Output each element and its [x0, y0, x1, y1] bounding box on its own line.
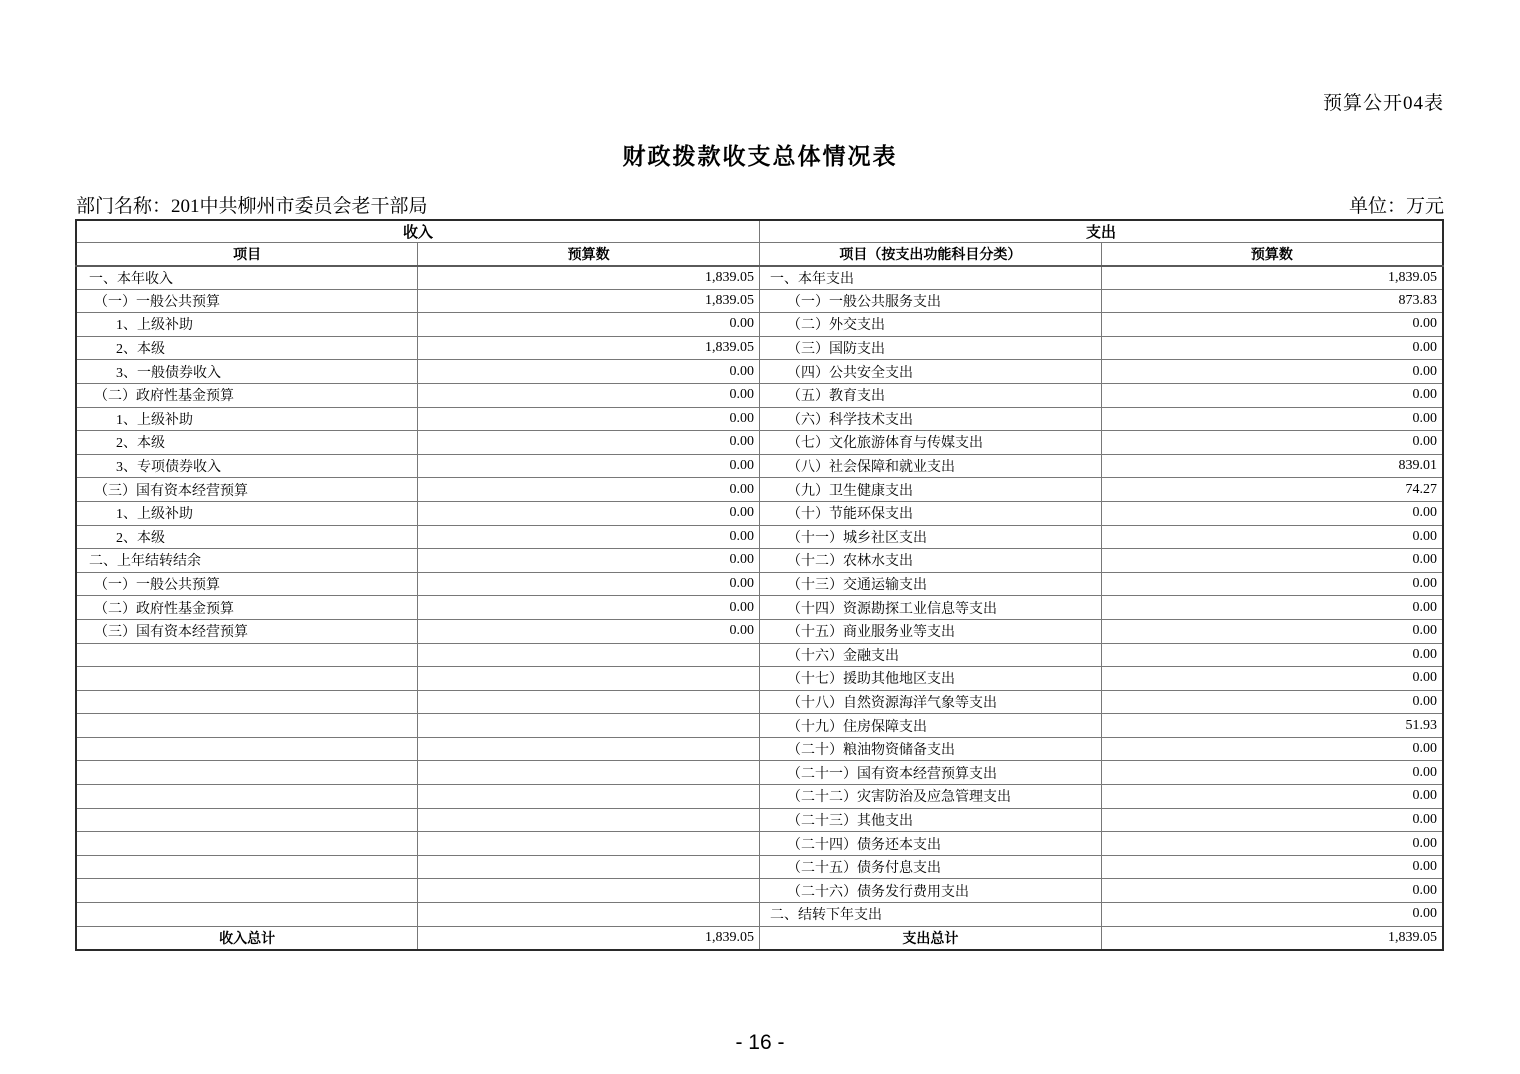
- income-item-cell: 1、上级补助: [76, 501, 418, 525]
- expense-budget-cell: 0.00: [1101, 407, 1443, 431]
- expense-item-cell: （十一）城乡社区支出: [760, 525, 1102, 549]
- expense-item-cell: （八）社会保障和就业支出: [760, 454, 1102, 478]
- income-item-cell: [76, 761, 418, 785]
- expense-item-cell: （十）节能环保支出: [760, 501, 1102, 525]
- expense-item-cell: （四）公共安全支出: [760, 360, 1102, 384]
- income-budget-cell: 0.00: [418, 501, 760, 525]
- income-budget-cell: [418, 855, 760, 879]
- expense-item-cell: （七）文化旅游体育与传媒支出: [760, 431, 1102, 455]
- budget-table-body: [76, 266, 1443, 927]
- section-header-row: [76, 220, 1443, 243]
- expense-budget-cell: 0.00: [1101, 832, 1443, 856]
- budget-row: [76, 431, 1443, 455]
- budget-row: [76, 525, 1443, 549]
- expense-budget-cell: 0.00: [1101, 737, 1443, 761]
- income-budget-cell: 0.00: [418, 383, 760, 407]
- income-budget-cell: 0.00: [418, 525, 760, 549]
- expense-total-label: 支出总计: [760, 926, 1102, 950]
- expense-item-cell: （五）教育支出: [760, 383, 1102, 407]
- budget-row: [76, 266, 1443, 290]
- income-item-cell: 2、本级: [76, 431, 418, 455]
- income-budget-cell: [418, 903, 760, 927]
- budget-row: [76, 737, 1443, 761]
- expense-item-cell: （九）卫生健康支出: [760, 478, 1102, 502]
- income-item-cell: 2、本级: [76, 525, 418, 549]
- expense-item-cell: （十六）金融支出: [760, 643, 1102, 667]
- budget-row: [76, 879, 1443, 903]
- income-item-cell: 3、专项债券收入: [76, 454, 418, 478]
- income-item-cell: （三）国有资本经营预算: [76, 478, 418, 502]
- expense-budget-cell: 51.93: [1101, 714, 1443, 738]
- expense-item-cell: （二十三）其他支出: [760, 808, 1102, 832]
- expense-budget-cell: 0.00: [1101, 808, 1443, 832]
- budget-row: [76, 714, 1443, 738]
- income-item-cell: 3、一般债券收入: [76, 360, 418, 384]
- expense-item-cell: （三）国防支出: [760, 336, 1102, 360]
- income-budget-cell: 1,839.05: [418, 266, 760, 290]
- income-budget-cell: [418, 785, 760, 809]
- income-budget-cell: 0.00: [418, 313, 760, 337]
- income-budget-cell: [418, 879, 760, 903]
- budget-table-footer: [76, 926, 1443, 950]
- income-budget-cell: 0.00: [418, 549, 760, 573]
- expense-item-cell: （二十二）灾害防治及应急管理支出: [760, 785, 1102, 809]
- expense-budget-cell: 0.00: [1101, 903, 1443, 927]
- income-budget-column-header: 预算数: [418, 243, 760, 266]
- expense-budget-cell: 873.83: [1101, 289, 1443, 313]
- expense-item-cell: （十八）自然资源海洋气象等支出: [760, 690, 1102, 714]
- income-section-header: 收入: [76, 220, 760, 243]
- expense-budget-cell: 0.00: [1101, 383, 1443, 407]
- income-budget-cell: [418, 737, 760, 761]
- budget-row: [76, 785, 1443, 809]
- income-item-cell: [76, 808, 418, 832]
- expense-budget-cell: 0.00: [1101, 855, 1443, 879]
- expense-budget-cell: 839.01: [1101, 454, 1443, 478]
- expense-budget-cell: 0.00: [1101, 549, 1443, 573]
- meta-row: [76, 191, 1444, 218]
- column-header-row: [76, 243, 1443, 266]
- department-name: 部门名称：201中共柳州市委员会老干部局: [76, 196, 428, 217]
- expense-item-cell: 二、结转下年支出: [760, 903, 1102, 927]
- income-budget-cell: 0.00: [418, 407, 760, 431]
- income-item-cell: [76, 855, 418, 879]
- expense-budget-cell: 0.00: [1101, 336, 1443, 360]
- page-number: - 16 -: [735, 1031, 785, 1054]
- income-budget-cell: [418, 761, 760, 785]
- budget-row: [76, 690, 1443, 714]
- income-item-cell: 1、上级补助: [76, 407, 418, 431]
- income-item-cell: （一）一般公共预算: [76, 289, 418, 313]
- expense-item-column-header: 项目（按支出功能科目分类）: [760, 243, 1102, 266]
- budget-table: [75, 219, 1444, 951]
- budget-row: [76, 501, 1443, 525]
- income-budget-cell: 0.00: [418, 572, 760, 596]
- income-item-cell: （二）政府性基金预算: [76, 383, 418, 407]
- income-item-cell: 一、本年收入: [76, 266, 418, 290]
- income-item-cell: 2、本级: [76, 336, 418, 360]
- expense-total-value: 1,839.05: [1101, 926, 1443, 950]
- expense-budget-cell: 0.00: [1101, 525, 1443, 549]
- totals-row: [76, 926, 1443, 950]
- expense-item-cell: （二十一）国有资本经营预算支出: [760, 761, 1102, 785]
- expense-item-cell: （十三）交通运输支出: [760, 572, 1102, 596]
- budget-row: [76, 360, 1443, 384]
- budget-table-header: [76, 220, 1443, 266]
- income-budget-cell: [418, 714, 760, 738]
- budget-row: [76, 478, 1443, 502]
- income-budget-cell: [418, 690, 760, 714]
- expense-budget-cell: 0.00: [1101, 619, 1443, 643]
- expense-budget-cell: 0.00: [1101, 879, 1443, 903]
- income-item-cell: [76, 690, 418, 714]
- income-budget-cell: [418, 667, 760, 691]
- expense-item-cell: （十五）商业服务业等支出: [760, 619, 1102, 643]
- income-budget-cell: 0.00: [418, 360, 760, 384]
- income-budget-cell: 0.00: [418, 596, 760, 620]
- budget-row: [76, 619, 1443, 643]
- expense-section-header: 支出: [760, 220, 1444, 243]
- expense-budget-cell: 1,839.05: [1101, 266, 1443, 290]
- expense-budget-cell: 0.00: [1101, 785, 1443, 809]
- income-budget-cell: [418, 808, 760, 832]
- budget-row: [76, 572, 1443, 596]
- income-total-label: 收入总计: [76, 926, 418, 950]
- income-item-cell: （二）政府性基金预算: [76, 596, 418, 620]
- expense-item-cell: （十二）农林水支出: [760, 549, 1102, 573]
- budget-row: [76, 667, 1443, 691]
- expense-budget-cell: 0.00: [1101, 761, 1443, 785]
- expense-item-cell: （六）科学技术支出: [760, 407, 1102, 431]
- budget-row: [76, 596, 1443, 620]
- income-item-cell: （一）一般公共预算: [76, 572, 418, 596]
- unit-label: 单位：万元: [1348, 196, 1444, 217]
- income-budget-cell: 1,839.05: [418, 336, 760, 360]
- expense-item-cell: （十九）住房保障支出: [760, 714, 1102, 738]
- income-budget-cell: 0.00: [418, 454, 760, 478]
- income-budget-cell: 0.00: [418, 619, 760, 643]
- income-item-cell: [76, 903, 418, 927]
- budget-row: [76, 383, 1443, 407]
- expense-item-cell: （二十四）债务还本支出: [760, 832, 1102, 856]
- income-item-cell: 二、上年结转结余: [76, 549, 418, 573]
- income-budget-cell: [418, 643, 760, 667]
- income-total-value: 1,839.05: [418, 926, 760, 950]
- expense-budget-cell: 0.00: [1101, 501, 1443, 525]
- budget-row: [76, 407, 1443, 431]
- budget-row: [76, 454, 1443, 478]
- budget-row: [76, 313, 1443, 337]
- income-item-cell: [76, 643, 418, 667]
- budget-row: [76, 289, 1443, 313]
- expense-item-cell: （十四）资源勘探工业信息等支出: [760, 596, 1102, 620]
- expense-budget-cell: 0.00: [1101, 690, 1443, 714]
- expense-item-cell: （二十）粮油物资储备支出: [760, 737, 1102, 761]
- page-title: 财政拨款收支总体情况表: [622, 144, 898, 169]
- income-budget-cell: 1,839.05: [418, 289, 760, 313]
- income-item-cell: （三）国有资本经营预算: [76, 619, 418, 643]
- budget-row: [76, 808, 1443, 832]
- expense-budget-cell: 0.00: [1101, 313, 1443, 337]
- expense-budget-cell: 0.00: [1101, 667, 1443, 691]
- income-budget-cell: 0.00: [418, 431, 760, 455]
- budget-row: [76, 549, 1443, 573]
- expense-budget-cell: 0.00: [1101, 360, 1443, 384]
- form-tag: 预算公开04表: [1322, 93, 1444, 114]
- income-budget-cell: 0.00: [418, 478, 760, 502]
- expense-budget-cell: 0.00: [1101, 431, 1443, 455]
- income-item-cell: 1、上级补助: [76, 313, 418, 337]
- budget-row: [76, 761, 1443, 785]
- budget-row: [76, 832, 1443, 856]
- expense-budget-cell: 0.00: [1101, 643, 1443, 667]
- income-item-cell: [76, 667, 418, 691]
- expense-item-cell: （二十六）债务发行费用支出: [760, 879, 1102, 903]
- expense-budget-cell: 0.00: [1101, 572, 1443, 596]
- budget-row: [76, 855, 1443, 879]
- income-item-cell: [76, 879, 418, 903]
- expense-item-cell: （一）一般公共服务支出: [760, 289, 1102, 313]
- budget-row: [76, 643, 1443, 667]
- expense-item-cell: （二）外交支出: [760, 313, 1102, 337]
- income-item-cell: [76, 785, 418, 809]
- budget-row: [76, 903, 1443, 927]
- expense-item-cell: （二十五）债务付息支出: [760, 855, 1102, 879]
- income-item-cell: [76, 714, 418, 738]
- income-item-cell: [76, 737, 418, 761]
- income-budget-cell: [418, 832, 760, 856]
- expense-budget-cell: 74.27: [1101, 478, 1443, 502]
- income-item-column-header: 项目: [76, 243, 418, 266]
- budget-row: [76, 336, 1443, 360]
- income-item-cell: [76, 832, 418, 856]
- expense-budget-cell: 0.00: [1101, 596, 1443, 620]
- expense-item-cell: （十七）援助其他地区支出: [760, 667, 1102, 691]
- expense-item-cell: 一、本年支出: [760, 266, 1102, 290]
- expense-budget-column-header: 预算数: [1101, 243, 1443, 266]
